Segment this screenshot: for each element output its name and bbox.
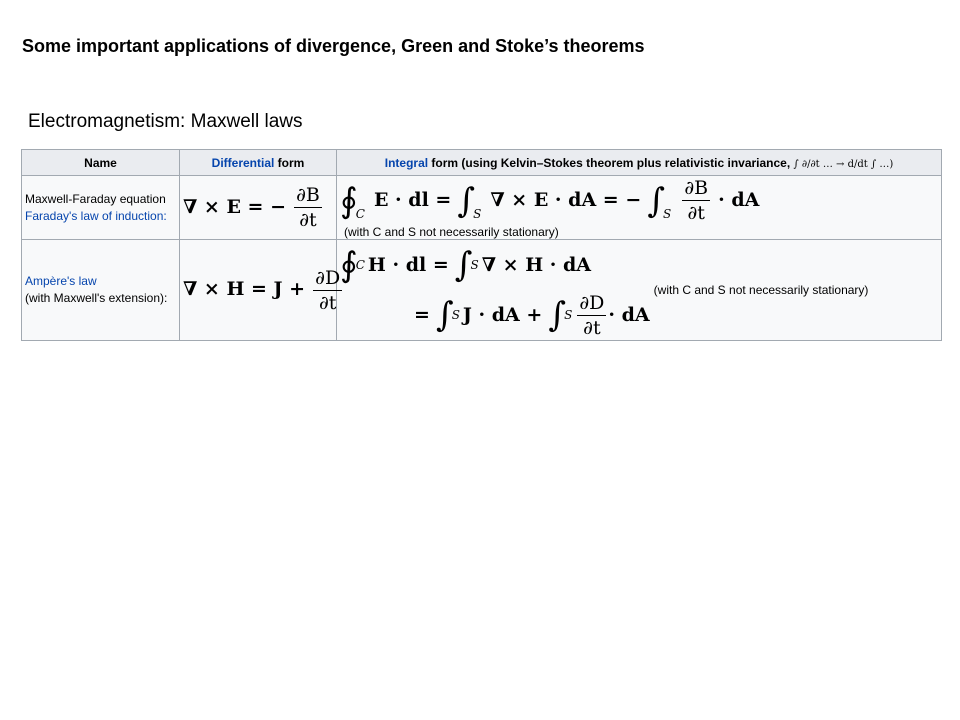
faraday-note: (with C and S not necessarily stationary) <box>344 225 559 239</box>
differential-header-rest: form <box>274 155 305 170</box>
integral-link[interactable]: Integral <box>384 155 429 170</box>
header-integral <box>337 150 942 176</box>
faraday-law-link[interactable]: Faraday's law of induction: <box>25 208 167 223</box>
ampere-law-link[interactable]: Ampère's law <box>25 274 97 288</box>
header-name: Name <box>22 150 180 176</box>
integral-header-formula: ∫ ∂/∂t … → d/dt ∫ …) <box>793 158 894 170</box>
table-header-row <box>22 150 942 176</box>
differential-link[interactable]: Differential <box>211 155 275 170</box>
ampere-extension-label: (with Maxwell's extension): <box>25 291 168 305</box>
faraday-equation-name: Maxwell-Faraday equation <box>25 191 166 206</box>
faraday-integral-cell <box>337 176 942 240</box>
integral-header-rest: form (using Kelvin–Stokes theorem plus relativistic invariance, <box>428 155 791 170</box>
ampere-integral-cell <box>337 240 942 341</box>
ampere-integral-formula: ∮ C H · dl = ∫ S ∇ × H · dA = ∫ S J · dA + ∫ S $\frac{\partial D}{\partial t}$ · dA <box>340 245 650 339</box>
table-row <box>22 240 942 341</box>
faraday-differential-cell <box>180 176 337 240</box>
ampere-name-cell <box>22 240 180 341</box>
faraday-name-cell <box>22 176 180 240</box>
faraday-differential-formula: ∇ × E = − $\frac{\partial B}{\partial t}$ <box>183 184 320 231</box>
slide-subtitle: Electromagnetism: Maxwell laws <box>28 111 303 132</box>
maxwell-laws-table <box>21 149 942 341</box>
slide-title: Some important applications of divergence, Green and Stoke’s theorems <box>22 36 645 56</box>
header-differential <box>180 150 337 176</box>
faraday-integral-formula: $∮_C$ E · dl = $\int_S$ ∇ × E · dA = − $\int_S$ $\frac{\partial B}{\partial t}$ · dA <box>340 177 760 224</box>
ampere-note: (with C and S not necessarily stationary) <box>653 283 869 297</box>
ampere-differential-cell <box>180 240 341 341</box>
table-row <box>22 176 942 240</box>
ampere-differential-formula: ∇ × H = J + $\frac{\partial D}{\partial t}$ <box>183 266 341 314</box>
